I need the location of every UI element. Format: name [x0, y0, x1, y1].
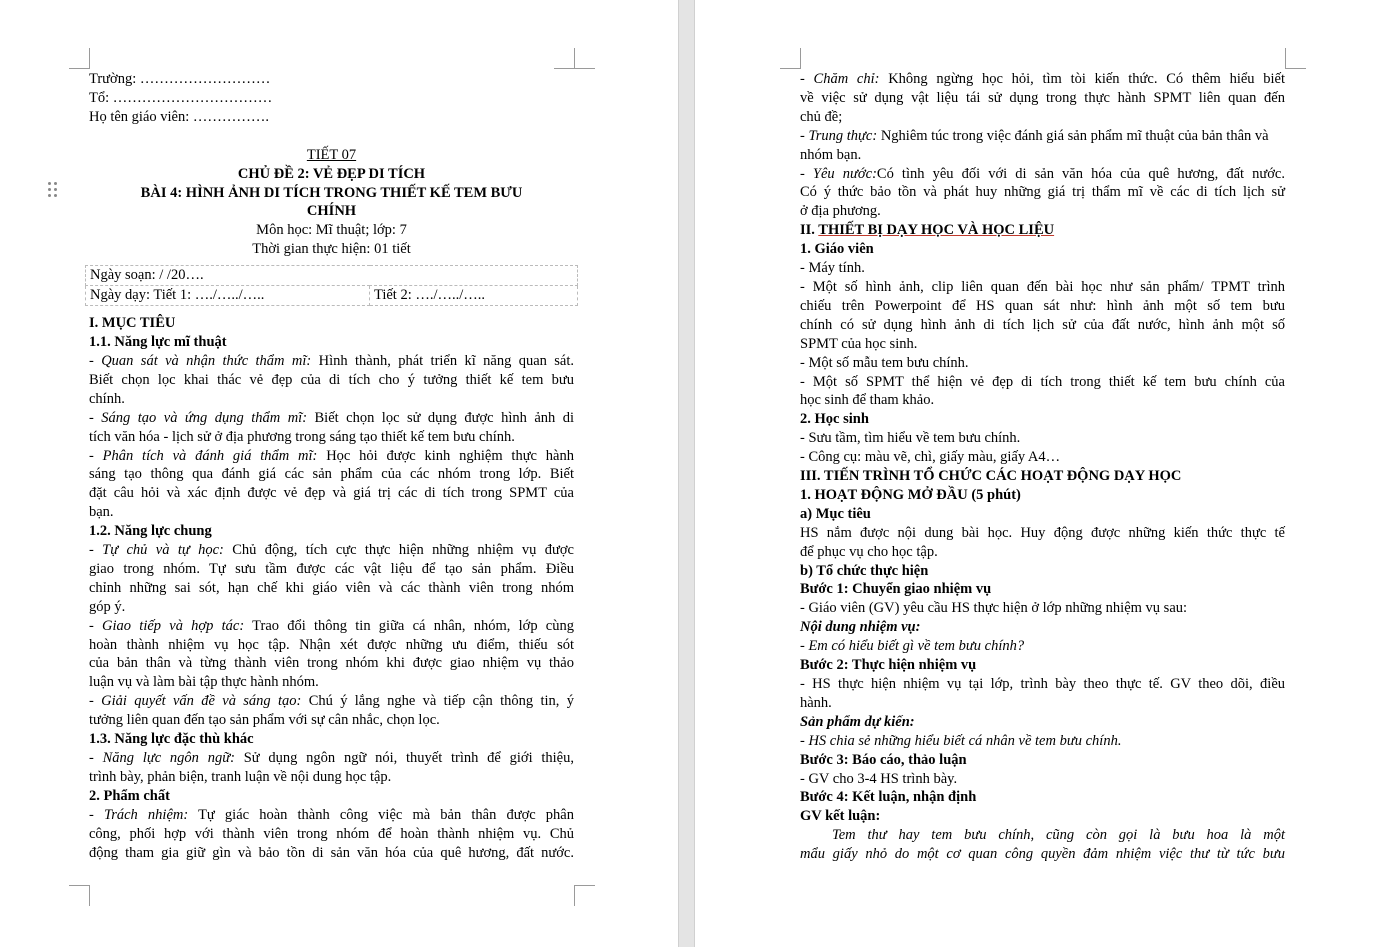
- list-item: - Một số SPMT thể hiện vẻ đẹp di tích trong thiết kế tem bưu chính của: [800, 373, 1285, 390]
- subsection-heading: 2. Học sinh: [800, 411, 869, 428]
- subsection-heading: 2. Phẩm chất: [89, 787, 170, 804]
- paragraph-line: - GV cho 3-4 HS trình bày.: [800, 770, 958, 787]
- teacher-line: Họ tên giáo viên: …………….: [89, 108, 270, 125]
- text: Học hỏi được kinh nghiệm thực hành: [317, 447, 574, 464]
- paragraph-line: [800, 127, 1285, 146]
- paragraph-line: để phục vụ cho học tập.: [800, 543, 938, 560]
- duration-line: Thời gian thực hiện: 01 tiết: [252, 241, 411, 258]
- paragraph-line: trình bày, phản biện, tranh luận về nội dung học tập.: [89, 768, 392, 785]
- paragraph-line: đặt câu hỏi và xác định được vẻ đẹp và giá trị các di tích trong SPMT của: [89, 485, 574, 502]
- group-line: Tổ: ……………………………: [89, 89, 273, 106]
- list-item: chiếu trên Powerpoint để HS quan sát như: hình ảnh một số tem bưu: [800, 297, 1285, 314]
- paragraph-line: hành.: [800, 694, 832, 711]
- crop-mark: [1285, 48, 1306, 69]
- topic-title: CHỦ ĐỀ 2: VẺ ĐẸP DI TÍCH: [237, 165, 426, 182]
- item-label: - Giao tiếp và hợp tác:: [89, 617, 245, 634]
- item-label: - Sáng tạo và ứng dụng thẩm mĩ:: [89, 409, 308, 426]
- paragraph-line: chỉnh những sai sót, hạn chế khi giáo viên và các thành viên trong nhóm: [89, 579, 574, 596]
- step-heading: Bước 3: Báo cáo, thảo luận: [800, 751, 967, 768]
- subject-line: Môn học: Mĩ thuật; lớp: 7: [256, 222, 407, 239]
- teach-date-2: Tiết 2: …./…../…..: [370, 286, 578, 306]
- paragraph-line: chính.: [89, 390, 125, 407]
- step-heading: Bước 2: Thực hiện nhiệm vụ: [800, 657, 977, 674]
- paragraph-line: nhóm bạn.: [800, 146, 862, 163]
- date-table: [85, 265, 578, 306]
- crop-mark: [69, 885, 90, 906]
- lesson-number: TIẾT 07: [306, 146, 357, 163]
- list-item: SPMT của học sinh.: [800, 335, 918, 352]
- list-item: học sinh để tham khảo.: [800, 392, 935, 409]
- step-heading: Bước 4: Kết luận, nhận định: [800, 789, 977, 806]
- text: Có tình yêu đối với di sản văn hóa của quê hương, đất nước.: [876, 165, 1285, 182]
- item-label: - Trách nhiệm:: [89, 806, 189, 823]
- crop-mark: [574, 885, 595, 906]
- crop-mark: [780, 48, 801, 69]
- paragraph-line: [800, 70, 1285, 89]
- paragraph-line: [89, 352, 574, 371]
- item-label: - Giải quyết vấn đề và sáng tạo:: [89, 693, 302, 710]
- heading-text: THIẾT BỊ DẠY HỌC VÀ HỌC LIỆU: [818, 222, 1055, 239]
- crop-mark: [554, 48, 575, 69]
- paragraph-line: bạn.: [89, 504, 114, 521]
- lesson-title-line1: BÀI 4: HÌNH ẢNH DI TÍCH TRONG THIẾT KẾ TEM BƯU: [140, 184, 523, 201]
- text: Không ngừng học hỏi, tìm tòi kiến thức. Có thêm hiểu biết: [879, 71, 1285, 87]
- paragraph-line: [89, 409, 574, 428]
- text: Trao đổi thông tin giữa cá nhân, nhóm, lớp cùng: [244, 617, 574, 634]
- crop-mark: [574, 48, 595, 69]
- text: Biết chọn lọc sử dụng được hình ảnh di: [307, 409, 575, 426]
- item-label: - Tự chủ và tự học:: [89, 542, 224, 559]
- teach-date-1: Ngày dạy: Tiết 1: …./…../…..: [86, 286, 370, 306]
- heading-prefix: II.: [800, 222, 819, 239]
- paragraph-line: hoàn thành nhiệm vụ học tập. Nhận xét được những ưu điểm, thiếu sót: [89, 636, 574, 653]
- paragraph-line: của bản thân và từng thành viên trong nhóm khi được giao nhiệm vụ thảo: [89, 655, 574, 672]
- paragraph-line: tưởng liên quan đến tạo sản phẩm với sự cân nhắc, chọn lọc.: [89, 712, 440, 729]
- step-heading: Bước 1: Chuyển giao nhiệm vụ: [800, 581, 992, 598]
- subsection-heading: 1.1. Năng lực mĩ thuật: [89, 334, 227, 351]
- text: Nghiêm túc trong việc đánh giá sản phẩm mĩ thuật của bản thân và: [877, 127, 1269, 144]
- paragraph-line: [89, 749, 574, 768]
- subsection-heading: 1.3. Năng lực đặc thù khác: [89, 731, 254, 748]
- subsection-heading: a) Mục tiêu: [800, 505, 871, 522]
- paragraph-line: Có ý thức bảo tồn và phát huy những giá trị thẩm mĩ về các di tích lịch sử: [800, 184, 1285, 201]
- text: Chú ý lắng nghe và tiếp cận thông tin, ý: [301, 693, 574, 710]
- paragraph-line: luận vụ và làm bài tập thực hành nhóm.: [89, 674, 319, 691]
- item-label: - Quan sát và nhận thức thẩm mĩ:: [89, 352, 312, 369]
- item-label: - Năng lực ngôn ngữ:: [89, 750, 235, 766]
- list-item: - Máy tính.: [800, 260, 865, 277]
- list-item: - Sưu tầm, tìm hiểu về tem bưu chính.: [800, 430, 1021, 447]
- page-gap: [678, 0, 695, 947]
- paragraph-line: - HS thực hiện nhiệm vụ tại lớp, trình bày theo thực tế. GV theo dõi, điều: [800, 676, 1285, 692]
- paragraph-line: HS nắm được nội dung bài học. Huy động được những kiến thức thực tế: [800, 524, 1285, 541]
- list-item: chính có sử dụng hình ảnh di tích lịch sử của đất nước, hình ảnh một số: [800, 316, 1285, 333]
- item-label: - Chăm chỉ:: [800, 71, 880, 87]
- subsection-heading: 1. Giáo viên: [800, 241, 874, 258]
- item-label: - Yêu nước:: [800, 165, 877, 182]
- subsection-heading: b) Tổ chức thực hiện: [800, 562, 929, 579]
- prepare-date: Ngày soạn: / /20….: [86, 266, 578, 286]
- page-1-text: [89, 70, 574, 862]
- school-line: Trường: ………………………: [89, 71, 271, 87]
- paragraph-line: - Giáo viên (GV) yêu cầu HS thực hiện ở lớp những nhiệm vụ sau:: [800, 600, 1188, 617]
- paragraph-line: [800, 165, 1285, 184]
- list-item: - Một số mẫu tem bưu chính.: [800, 354, 969, 371]
- paragraph-line: tích văn hóa - lịch sử ở địa phương trong sáng tạo thiết kế tem bưu chính.: [89, 428, 515, 445]
- paragraph-line: - HS chia sẻ những hiểu biết cá nhân về tem bưu chính.: [800, 732, 1122, 749]
- paragraph-line: góp ý.: [89, 598, 126, 615]
- text: Chủ động, tích cực thực hiện những nhiệm vụ được: [223, 542, 574, 559]
- paragraph-line: công, phối hợp với thành viên trong nhóm để hoàn thành nhiệm vụ. Chủ: [89, 825, 574, 842]
- text: Tự giác hoàn thành công việc mà bản thân được phân: [188, 806, 574, 823]
- paragraph-line: Biết chọn lọc khai thác vẻ đẹp của di tích cho ý tưởng thiết kế tem bưu: [89, 371, 574, 388]
- item-label: - Phân tích và đánh giá thẩm mĩ:: [89, 447, 318, 464]
- paragraph-line: [89, 541, 574, 560]
- paragraph-line: [89, 447, 574, 466]
- lesson-title-line2: CHÍNH: [306, 203, 357, 220]
- paragraph-line: về việc sử dụng vật liệu tái sử dụng trong thực hành SPMT liên quan đến: [800, 89, 1285, 106]
- list-item: - Một số hình ảnh, clip liên quan đến bài học như sản phẩm/ TPMT trình: [800, 278, 1285, 295]
- text: Sử dụng ngôn ngữ nói, thuyết trình để giới thiệu,: [234, 750, 574, 766]
- paragraph-line: sáng tạo thông qua đánh giá các sản phẩm của các nhóm trong lớp. Biết: [89, 466, 574, 483]
- section-heading: I. MỤC TIÊU: [89, 315, 176, 332]
- section-heading: III. TIẾN TRÌNH TỔ CHỨC CÁC HOẠT ĐỘNG DẠY HỌC: [800, 468, 1182, 485]
- paragraph-line: [89, 692, 574, 711]
- section-heading: [800, 221, 1285, 240]
- text: Hình thành, phát triển kĩ năng quan sát.: [311, 352, 574, 369]
- product-label: Sản phẩm dự kiến:: [800, 713, 915, 730]
- paragraph-line: Tem thư hay tem bưu chính, cũng còn gọi là bưu hoa là một: [832, 827, 1285, 844]
- conclusion-label: GV kết luận:: [800, 808, 881, 825]
- drag-handle-icon[interactable]: [48, 182, 60, 200]
- activity-heading: 1. HOẠT ĐỘNG MỞ ĐẦU (5 phút): [800, 486, 1021, 503]
- paragraph-line: [89, 617, 574, 636]
- item-label: - Trung thực:: [800, 127, 878, 144]
- paragraph-line: động tham gia giữ gìn và bảo tồn di sản văn hóa của quê hương, đất nước.: [89, 844, 574, 861]
- paragraph-line: ở địa phương.: [800, 203, 881, 220]
- paragraph-line: [89, 806, 574, 825]
- subsection-heading: 1.2. Năng lực chung: [89, 523, 212, 540]
- task-label: Nội dung nhiệm vụ:: [800, 619, 921, 636]
- paragraph-line: chủ đề;: [800, 108, 843, 125]
- paragraph-line: - Em có hiểu biết gì về tem bưu chính?: [800, 638, 1025, 655]
- paragraph-line: giao trong nhóm. Tự sưu tầm được các vật liệu để tạo sản phẩm. Điều: [89, 560, 574, 577]
- page-2-text: [800, 70, 1285, 864]
- list-item: - Công cụ: màu vẽ, chì, giấy màu, giấy A4…: [800, 449, 1061, 466]
- paragraph-line: mẩu giấy nhỏ do một cơ quan công quyền đảm nhiệm việc thư từ tức bưu: [800, 846, 1285, 863]
- crop-mark: [69, 48, 90, 69]
